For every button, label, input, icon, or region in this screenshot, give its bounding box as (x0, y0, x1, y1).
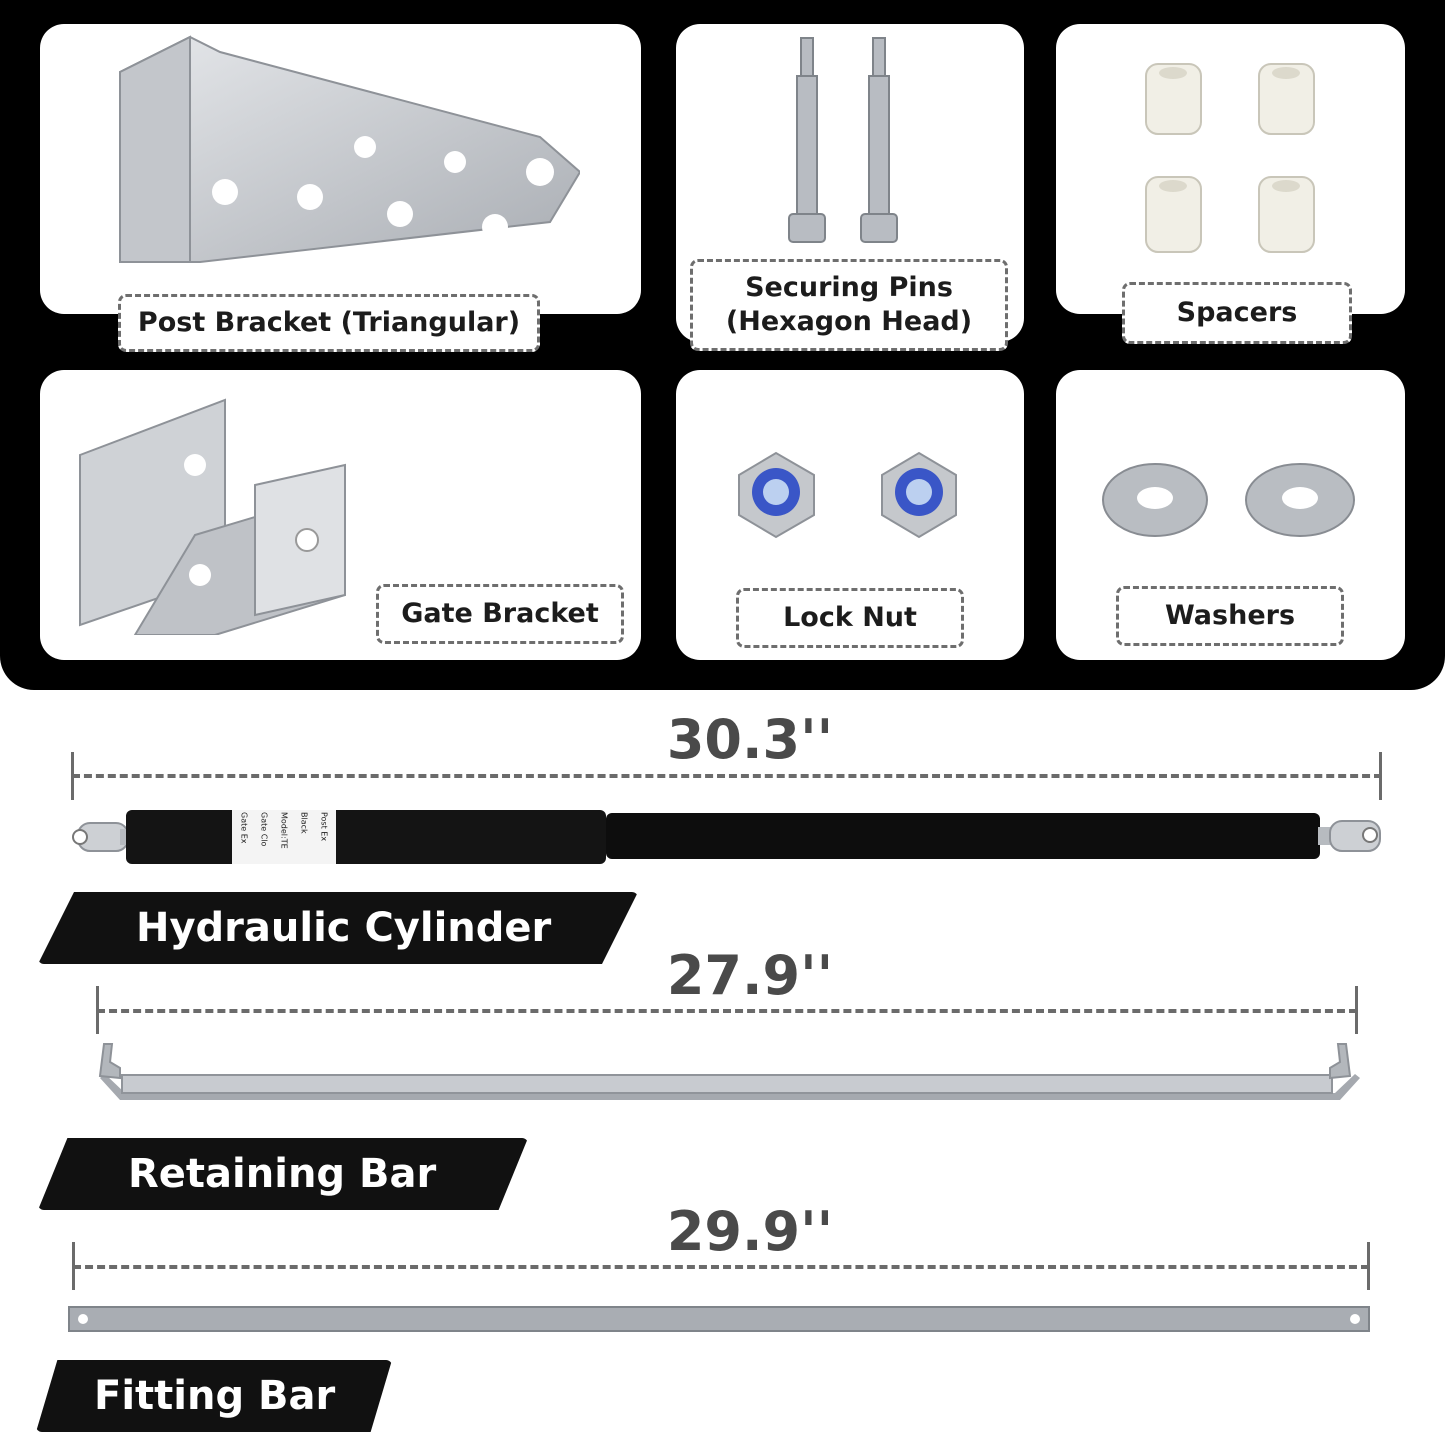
label-spacers: Spacers (1122, 282, 1352, 344)
cylinder-dimension-line (72, 774, 1382, 778)
sticker-line-5: Post Ex (319, 812, 329, 842)
label-lock-nut: Lock Nut (736, 588, 964, 648)
retaining-dim-cap-right (1355, 986, 1358, 1034)
tag-fitting-bar (36, 1360, 392, 1432)
tag-retaining-bar-label: Retaining Bar (128, 1151, 437, 1197)
retaining-bar-image (80, 1038, 1370, 1112)
retaining-dim-cap-left (96, 986, 99, 1034)
label-securing-pins-line2: (Hexagon Head) (725, 306, 973, 337)
fitting-dim-cap-left (72, 1242, 75, 1290)
tag-hydraulic-cylinder-label: Hydraulic Cylinder (136, 905, 552, 951)
sticker-line-4: Black (299, 812, 309, 834)
fitting-bar-image (67, 1305, 1373, 1335)
cylinder-dim-cap-left (71, 752, 74, 800)
fitting-dim-cap-right (1367, 1242, 1370, 1290)
label-gate-bracket: Gate Bracket (376, 584, 624, 644)
retaining-bar-length: 27.9'' (666, 944, 834, 1007)
lock-nut-image (734, 450, 974, 540)
fitting-bar-dimension-line (73, 1265, 1369, 1269)
retaining-bar-dimension-line (97, 1009, 1357, 1013)
label-post-bracket: Post Bracket (Triangular) (118, 294, 540, 352)
label-securing-pins (690, 259, 1008, 351)
tag-retaining-bar (38, 1138, 528, 1210)
securing-pins-image (781, 36, 921, 256)
sticker-line-1: Gate Ex (239, 812, 249, 844)
label-securing-pins-line1: Securing Pins (745, 272, 953, 303)
sticker-line-3: Model:TE (279, 812, 289, 849)
card-post-bracket (40, 24, 641, 314)
post-bracket-image (110, 32, 580, 282)
spacers-image (1141, 59, 1331, 259)
gate-bracket-image (75, 395, 355, 635)
cylinder-sticker (234, 812, 334, 862)
card-spacers (1056, 24, 1405, 314)
washers-image (1100, 460, 1360, 540)
cylinder-length: 30.3'' (666, 708, 834, 771)
fitting-bar-length: 29.9'' (666, 1200, 834, 1263)
tag-fitting-bar-label: Fitting Bar (94, 1373, 336, 1419)
label-washers: Washers (1116, 586, 1344, 646)
tag-hydraulic-cylinder (38, 892, 638, 964)
cylinder-dim-cap-right (1379, 752, 1382, 800)
sticker-line-2: Gate Clo (259, 812, 269, 847)
